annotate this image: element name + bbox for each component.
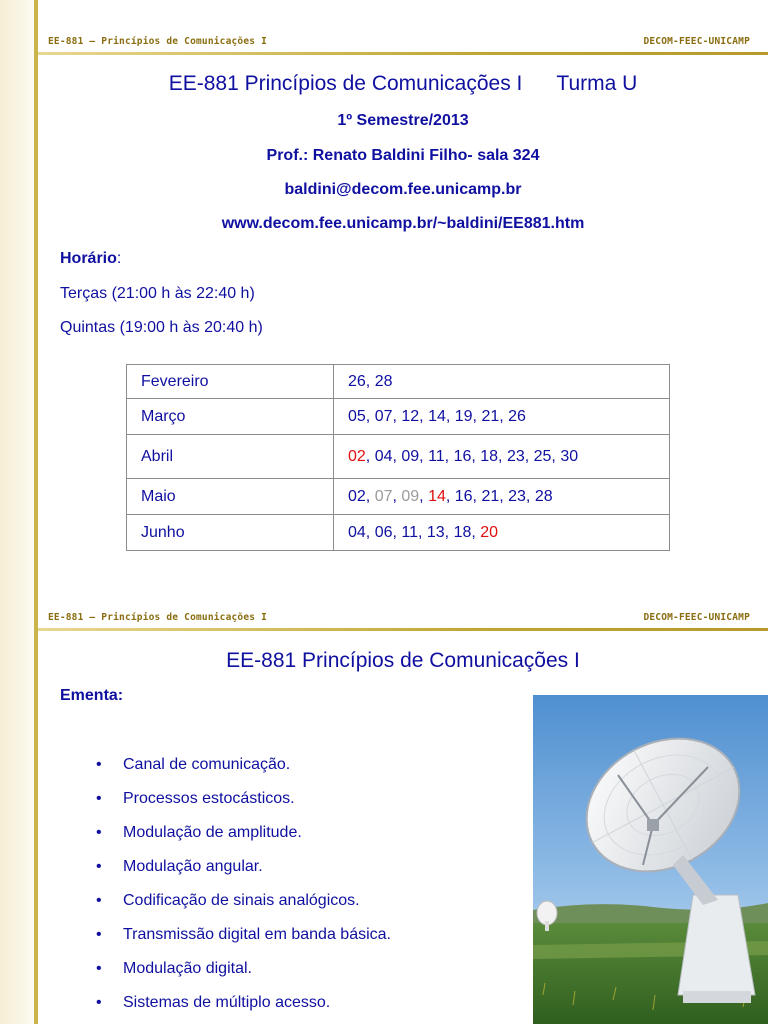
syllabus-item <box>96 994 516 1024</box>
calendar-days: 26, 28 <box>334 365 670 399</box>
syllabus-item-text: Modulação de amplitude. <box>123 824 302 841</box>
calendar-day: 26 <box>348 372 366 390</box>
header-rule <box>38 628 768 631</box>
calendar-day: 11 <box>428 447 445 465</box>
calendar-day: 02 <box>348 447 366 465</box>
syllabus-item <box>96 960 516 994</box>
satellite-dish-photo <box>533 695 768 1024</box>
calendar-month: Maio <box>127 479 334 515</box>
horario-colon: : <box>116 250 122 267</box>
class-calendar-table <box>126 364 670 551</box>
syllabus-item <box>96 756 516 790</box>
slide-side-bar <box>0 0 38 576</box>
syllabus-item <box>96 790 516 824</box>
calendar-row <box>127 399 670 435</box>
calendar-day: 11 <box>401 523 418 541</box>
slide-header <box>38 0 768 58</box>
calendar-day: 14 <box>428 487 446 505</box>
horario-heading <box>60 250 121 268</box>
calendar-day: 23 <box>506 447 525 465</box>
syllabus-item-text: Codificação de sinais analógicos. <box>123 892 360 909</box>
calendar-row <box>127 435 670 479</box>
header-course-label: EE-881 – Princípios de Comunicações I <box>48 612 268 623</box>
slide-title <box>38 72 768 96</box>
bullet-icon: • <box>96 926 102 943</box>
schedule-tuesday: Terças (21:00 h às 22:40 h) <box>60 285 255 302</box>
slide-side-line <box>34 576 38 1024</box>
bullet-icon: • <box>96 858 102 875</box>
slide-title: EE-881 Princípios de Comunicações I <box>226 649 580 672</box>
calendar-day: 05 <box>348 407 366 425</box>
calendar-row <box>127 365 670 399</box>
calendar-days: 02, 07, 09, 14, 16, 21, 23, 28 <box>334 479 670 515</box>
bullet-icon: • <box>96 824 102 841</box>
ementa-label: Ementa: <box>60 687 124 704</box>
schedule-thursday: Quintas (19:00 h às 20:40 h) <box>60 319 263 336</box>
professor-info: Prof.: Renato Baldini Filho- sala 324 <box>266 147 540 164</box>
slide-header <box>38 576 768 634</box>
header-course-label: EE-881 – Princípios de Comunicações I <box>48 36 268 47</box>
syllabus-list <box>96 756 516 1024</box>
calendar-day: 20 <box>480 523 499 541</box>
syllabus-item <box>96 858 516 892</box>
slide-side-bar <box>0 576 38 1024</box>
calendar-days: 02, 04, 09, 11, 16, 18, 23, 25, 30 <box>334 435 670 479</box>
calendar-day: 09 <box>401 447 420 465</box>
calendar-day: 25 <box>533 447 552 465</box>
course-title: EE-881 Princípios de Comunicações I <box>168 72 523 95</box>
semester: 1º Semestre/2013 <box>337 112 469 129</box>
calendar-day: 07 <box>374 487 393 505</box>
calendar-day: 18 <box>480 447 499 465</box>
calendar-days: 05, 07, 12, 14, 19, 21, 26 <box>334 399 670 435</box>
calendar-days: 04, 06, 11, 13, 18, 20 <box>334 515 670 551</box>
bullet-icon: • <box>96 892 102 909</box>
calendar-day: 12 <box>401 407 420 425</box>
calendar-day: 09 <box>401 487 420 505</box>
calendar-day: 19 <box>454 407 473 425</box>
calendar-day: 13 <box>426 523 445 541</box>
bullet-icon: • <box>96 756 102 773</box>
calendar-row <box>127 515 670 551</box>
syllabus-item-text: Processos estocásticos. <box>123 790 295 807</box>
calendar-month: Junho <box>127 515 334 551</box>
calendar-day: 28 <box>534 487 553 505</box>
course-website: www.decom.fee.unicamp.br/~baldini/EE881.htm <box>221 215 585 232</box>
syllabus-item-text: Modulação angular. <box>123 858 263 875</box>
header-department-label: DECOM-FEEC-UNICAMP <box>643 612 750 623</box>
calendar-day: 28 <box>374 372 393 390</box>
calendar-month: Fevereiro <box>127 365 334 399</box>
syllabus-item <box>96 926 516 960</box>
syllabus-item <box>96 892 516 926</box>
bullet-icon: • <box>96 960 102 977</box>
calendar-day: 06 <box>374 523 393 541</box>
syllabus-item-text: Transmissão digital em banda básica. <box>123 926 391 943</box>
calendar-day: 23 <box>508 487 526 505</box>
calendar-month: Abril <box>127 435 334 479</box>
calendar-day: 21 <box>481 487 500 505</box>
calendar-day: 04 <box>374 447 393 465</box>
calendar-row <box>127 479 670 515</box>
header-department-label: DECOM-FEEC-UNICAMP <box>643 36 750 47</box>
bullet-icon: • <box>96 790 102 807</box>
syllabus-item-text: Sistemas de múltiplo acesso. <box>123 994 331 1011</box>
calendar-day: 16 <box>454 487 473 505</box>
calendar-day: 02 <box>348 487 366 505</box>
syllabus-item-text: Modulação digital. <box>123 960 252 977</box>
class-label: Turma U <box>556 72 638 95</box>
bullet-icon: • <box>96 994 102 1011</box>
calendar-day: 04 <box>348 523 366 541</box>
slide-syllabus <box>0 576 768 1024</box>
syllabus-item-text: Canal de comunicação. <box>123 756 291 773</box>
horario-label: Horário <box>60 250 117 267</box>
professor-email: baldini@decom.fee.unicamp.br <box>284 181 522 198</box>
calendar-day: 16 <box>453 447 472 465</box>
calendar-day: 26 <box>508 407 526 425</box>
calendar-month: Março <box>127 399 334 435</box>
calendar-day: 18 <box>453 523 472 541</box>
calendar-day: 07 <box>374 407 393 425</box>
calendar-day: 30 <box>560 447 579 465</box>
syllabus-item <box>96 824 516 858</box>
header-rule <box>38 52 768 55</box>
calendar-day: 14 <box>428 407 446 425</box>
calendar-day: 21 <box>481 407 500 425</box>
